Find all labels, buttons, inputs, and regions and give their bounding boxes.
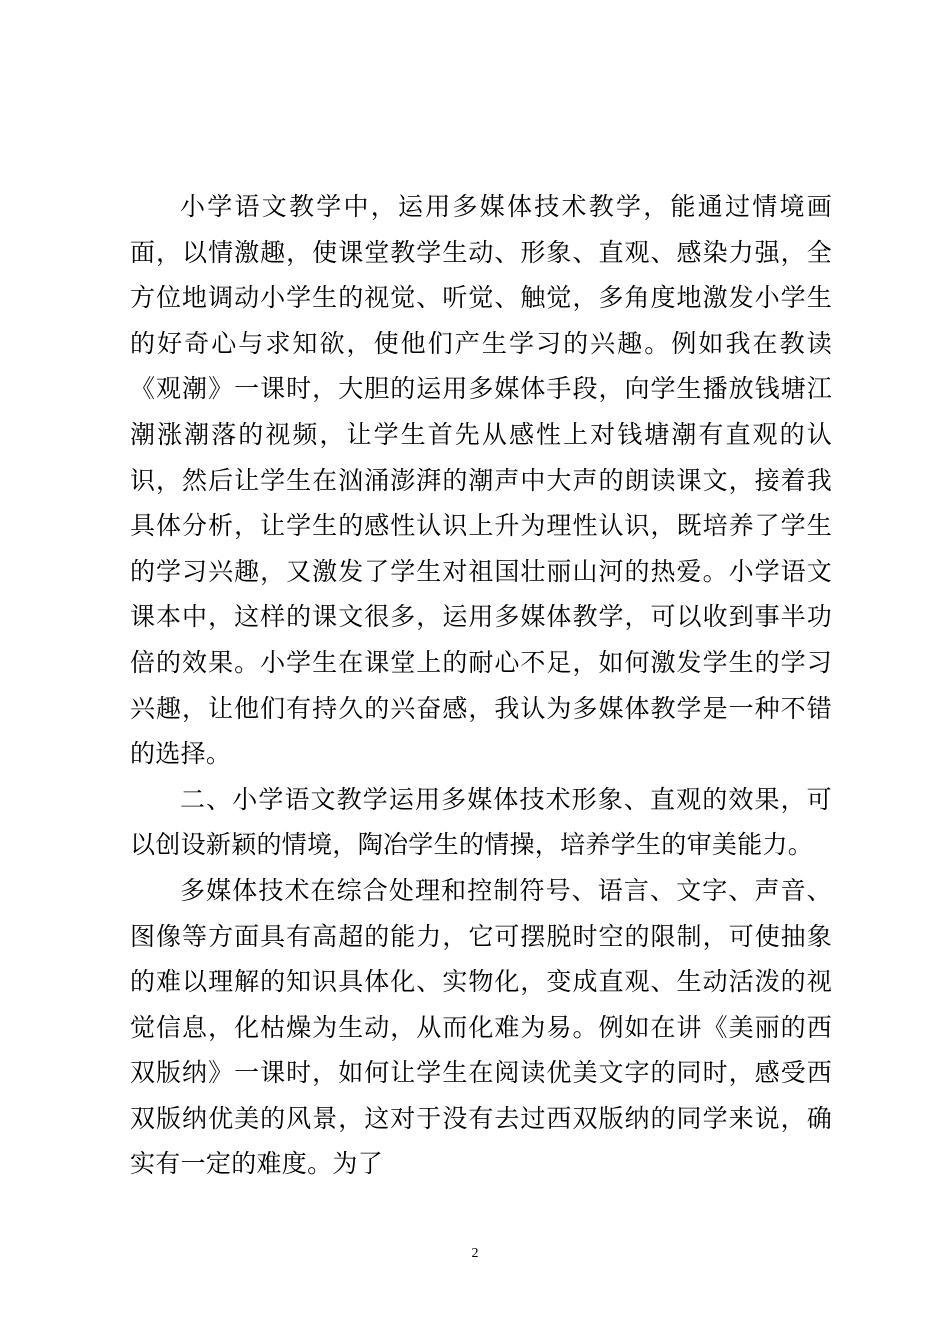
paragraph-multimedia-capabilities: 多媒体技术在综合处理和控制符号、语言、文字、声音、图像等方面具有高超的能力，它可摆脱时空的限制，可使抽象的难以理解的知识具体化、实物化，变成直观、生动活泼的视觉信息，化枯燥为生动，从而化难为易。例如在讲《美丽的西双版纳》一课时，如何让学生在阅读优美文字的同时，感受西双版纳优美的风景，这对于没有去过西双版纳的同学来说，确实有一定的难度。为了 [130,875,832,1179]
page-number: 2 [471,1246,479,1261]
paragraph-multimedia-interest: 小学语文教学中，运用多媒体技术教学，能通过情境画面，以情激趣，使课堂教学生动、形象、直观、感染力强，全方位地调动小学生的视觉、听觉、触觉，多角度地激发小学生的好奇心与求知欲，使他们产生学习的兴趣。例如我在教读《观潮》一课时，大胆的运用多媒体手段，向学生播放钱塘江潮涨潮落的视频，让学生首先从感性上对钱塘潮有直观的认识，然后让学生在汹涌澎湃的潮声中大声的朗读课文，接着我具体分析，让学生的感性认识上升为理性认识，既培养了学生的学习兴趣，又激发了学生对祖国壮丽山河的热爱。小学语文课本中，这样的课文很多，运用多媒体教学，可以收到事半功倍的效果。小学生在课堂上的耐心不足，如何激发学生的学习兴趣，让他们有持久的兴奋感，我认为多媒体教学是一种不错的选择。 [130,192,832,769]
paragraph-section-two-heading: 二、小学语文教学运用多媒体技术形象、直观的效果，可以创设新颖的情境，陶冶学生的情操，培养学生的审美能力。 [130,784,832,860]
body-text [130,184,832,1187]
